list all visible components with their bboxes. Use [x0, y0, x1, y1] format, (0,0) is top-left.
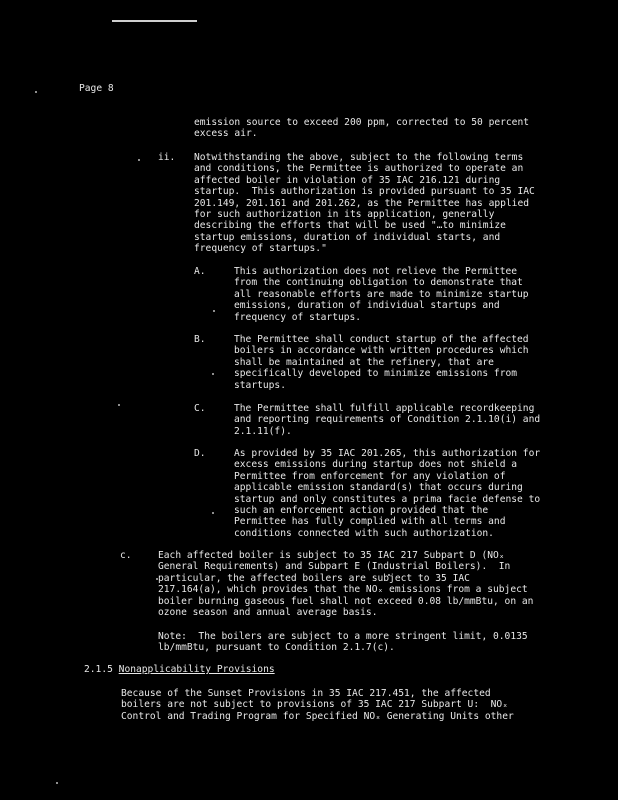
section-number: 2.1.5 — [84, 664, 113, 675]
scan-speck — [212, 373, 214, 375]
item-c-paragraph: Each affected boiler is subject to 35 IAC 217 Subpart D (NOₓ General Requirements) and Subpart E (Industrial Boilers). In particular, the affected boilers are subject to 35 IAC 217.164(a), which provides that the NOₓ emissions from a subject boiler burning gaseous fuel shall not exceed 0.08 lb/mmBtu, on an ozone season and annual average basis. — [158, 550, 534, 619]
note-paragraph: Note: The boilers are subject to a more stringent limit, 0.0135 lb/mmBtu, pursuant to Condition 2.1.7(c). — [158, 631, 528, 654]
sub-item-c-marker: C. — [194, 403, 206, 414]
sub-item-b-marker: B. — [194, 334, 206, 345]
scan-speck — [56, 782, 58, 784]
page-number: Page 8 — [79, 83, 114, 94]
sub-item-d-paragraph: As provided by 35 IAC 201.265, this authorization for excess emissions during startup does not shield a Permittee from enforcement for any violation of applicable emission standard(s) that occurs during startup and only constitutes a prima facie defense to such an enforcement action provided that the Permittee has fully complied with all terms and conditions connected with such authorization. — [234, 448, 541, 539]
sub-item-c-paragraph: The Permittee shall fulfill applicable recordkeeping and reporting requirements of Condition 2.1.10(i) and 2.1.11(f). — [234, 403, 541, 437]
scan-speck — [212, 512, 214, 514]
scan-speck — [138, 159, 140, 161]
sub-item-a-marker: A. — [194, 266, 206, 277]
section-title: Nonapplicability Provisions — [118, 664, 275, 675]
sub-item-d-marker: D. — [194, 448, 206, 459]
intro-paragraph: emission source to exceed 200 ppm, corrected to 50 percent excess air. — [194, 117, 530, 140]
scan-speck — [213, 310, 215, 312]
item-ii-marker: ii. — [158, 152, 176, 163]
item-ii-paragraph: Notwithstanding the above, subject to the following terms and conditions, the Permittee is authorized to operate an affected boiler in violation of 35 IAC 216.121 during startup. This authorization is provided pursuant to 35 IAC 201.149, 201.161 and 201.262, as the Permittee has applied for such authorization in its application, generally describing the efforts that will be used "…to minimize startup emissions, duration of individual starts, and frequency of startups." — [194, 152, 535, 255]
sub-item-b-paragraph: The Permittee shall conduct startup of the affected boilers in accordance with written procedures which shall be maintained at the refinery, that are specifically developed to minimize emissions from startups. — [234, 334, 529, 391]
header-rule — [112, 20, 197, 22]
sub-item-a-paragraph: This authorization does not relieve the Permittee from the continuing obligation to demonstrate that all reasonable efforts are made to minimize startup emissions, duration of individual startups and frequency of startups. — [234, 266, 529, 323]
section-paragraph: Because of the Sunset Provisions in 35 IAC 217.451, the affected boilers are not subject to provisions of 35 IAC 217 Subpart U: NOₓ Control and Trading Program for Specified NOₓ Generating Units other — [121, 688, 514, 722]
scan-speck — [118, 404, 120, 406]
item-c-marker: c. — [120, 550, 132, 561]
section-heading — [84, 664, 275, 675]
scan-speck — [35, 91, 37, 93]
